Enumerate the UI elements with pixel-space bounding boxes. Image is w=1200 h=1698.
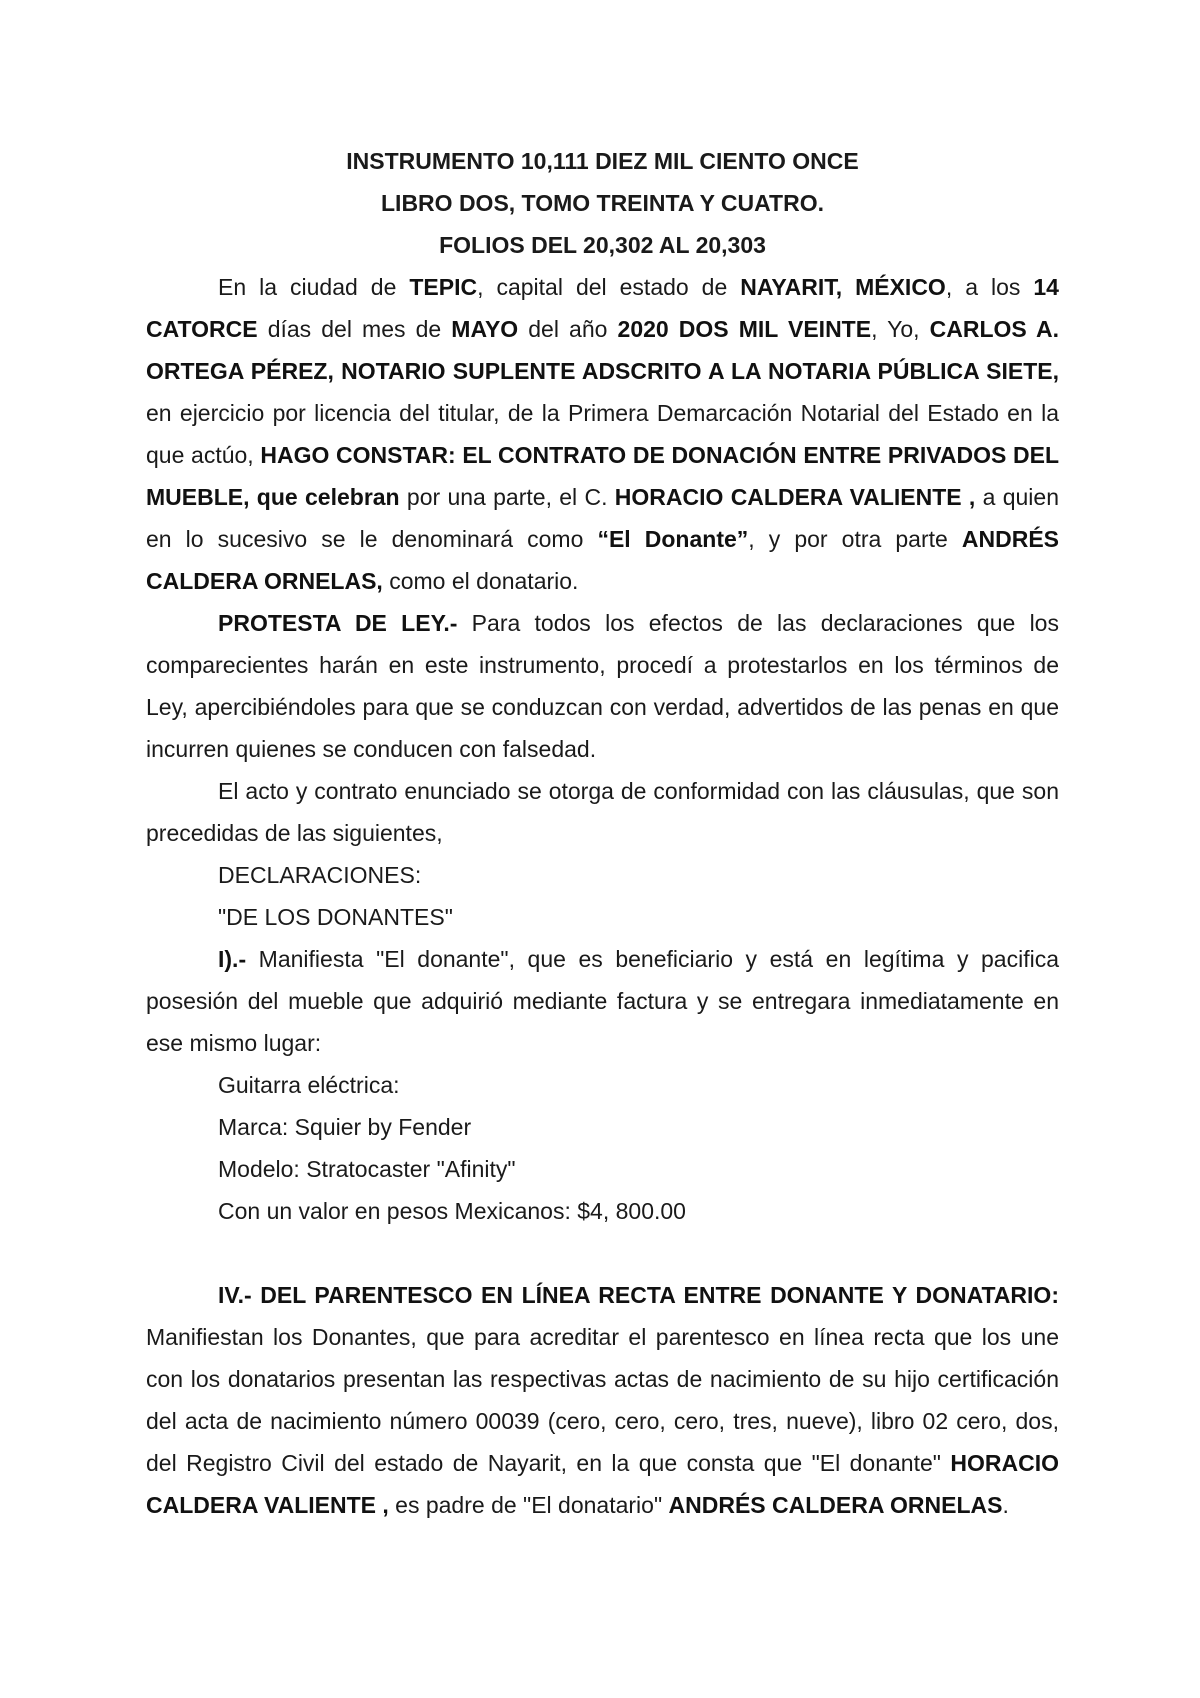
opening-paragraph: En la ciudad de TEPIC, capital del estado de NAYARIT, MÉXICO, a los 14 CATORCE días del mes de MAYO del año 2020 DOS MIL VEINTE, Yo, CARLOS A. ORTEGA PÉREZ, NOTARIO SUPLENTE ADSCRITO A LA NOTARIA PÚBLICA SIETE, en ejercicio por licencia del titular, de la Primera Demarcación Notarial del Estado en la que actúo, HAGO CONSTAR: EL CONTRATO DE DONACIÓN ENTRE PRIVADOS DEL MUEBLE, que celebran por una parte, el C. HORACIO CALDERA VALIENTE , a quien en lo sucesivo se le denominará como “El Donante”, y por otra parte ANDRÉS CALDERA ORNELAS, como el donatario.: [146, 274, 1060, 594]
instrument-number-heading: INSTRUMENTO 10,111 DIEZ MIL CIENTO ONCE: [346, 148, 859, 174]
item-description: Guitarra eléctrica:: [218, 1072, 400, 1098]
protesta-paragraph: PROTESTA DE LEY.- Para todos los efectos de las declaraciones que los comparecientes harán en este instrumento, procedí a protestarlos en los términos de Ley, apercibiéndoles para que se conduzcan con verdad, advertidos de las penas en que incurren quienes se conducen con falsedad.: [146, 610, 1059, 762]
item-value: Con un valor en pesos Mexicanos: $4, 800.00: [218, 1198, 686, 1224]
declaration-one-paragraph: I).- Manifiesta "El donante", que es beneficiario y está en legítima y pacifica posesión del mueble que adquirió mediante factura y se entregara inmediatamente en ese mismo lugar:: [146, 946, 1059, 1056]
act-paragraph: El acto y contrato enunciado se otorga de conformidad con las cláusulas, que son precedidas de las siguientes,: [146, 778, 1059, 846]
folios-heading: FOLIOS DEL 20,302 AL 20,303: [439, 232, 766, 258]
item-brand: Marca: Squier by Fender: [218, 1114, 472, 1140]
document-body: [146, 140, 1059, 1526]
item-model: Modelo: Stratocaster "Afinity": [218, 1156, 516, 1182]
donors-subheading: "DE LOS DONANTES": [218, 904, 453, 930]
book-volume-heading: LIBRO DOS, TOMO TREINTA Y CUATRO.: [381, 190, 824, 216]
kinship-paragraph: IV.- DEL PARENTESCO EN LÍNEA RECTA ENTRE DONANTE Y DONATARIO: Manifiestan los Donantes, que para acreditar el parentesco en línea recta que los une con los donatarios presentan las respectivas actas de nacimiento de su hijo certificación del acta de nacimiento número 00039 (cero, cero, cero, tres, nueve), libro 02 cero, dos, del Registro Civil del estado de Nayarit, en la que consta que "El donante" HORACIO CALDERA VALIENTE , es padre de "El donatario" ANDRÉS CALDERA ORNELAS.: [146, 1282, 1059, 1518]
declarations-heading: DECLARACIONES:: [218, 862, 422, 888]
